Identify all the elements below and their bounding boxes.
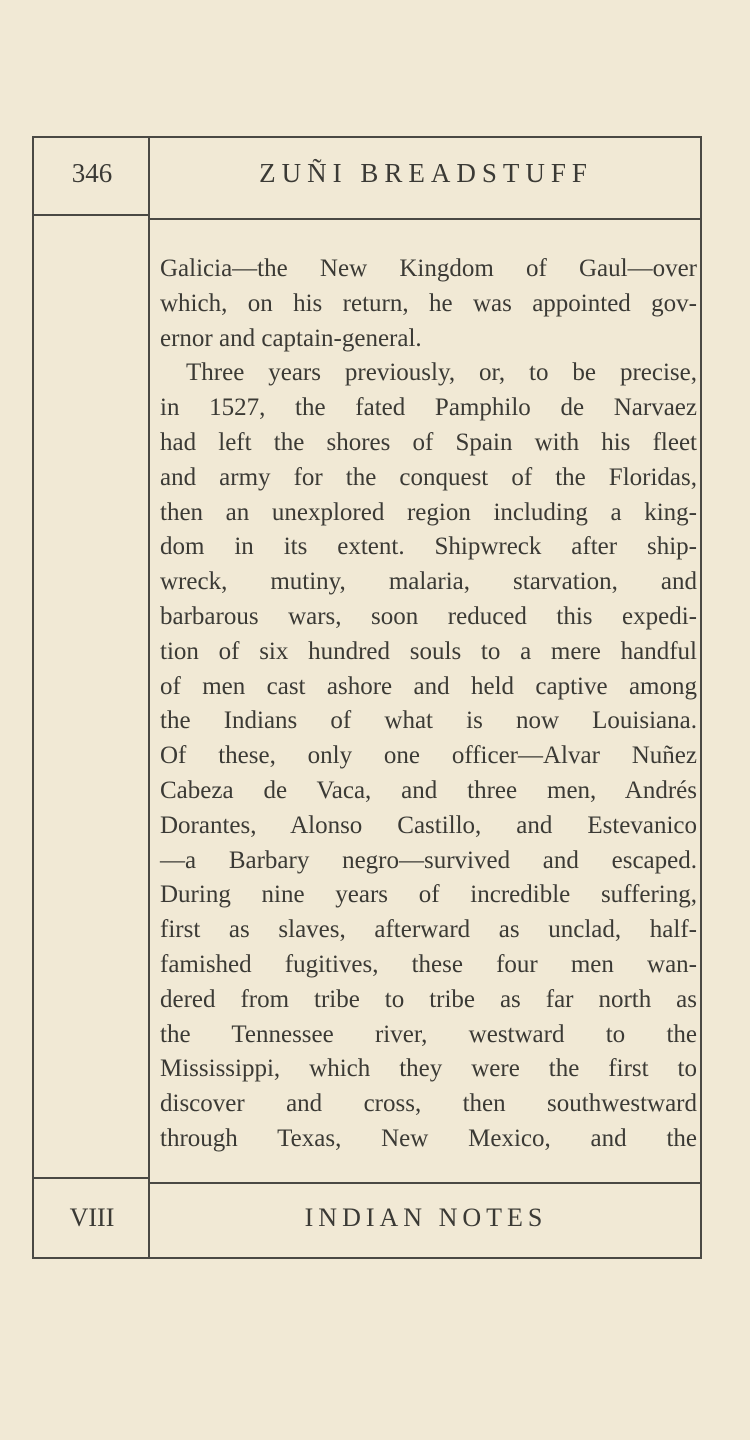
page-number: 346 <box>71 158 113 188</box>
section-number: VIII <box>69 1203 115 1232</box>
text-line: then an unexplored region including a king- <box>160 498 697 526</box>
running-title: ZUÑI BREADSTUFF <box>259 158 593 188</box>
text-line: in 1527, the fated Pamphilo de Narvaez <box>160 394 697 422</box>
text-line: famished fugitives, these four men wan- <box>160 950 697 978</box>
header-rule-right <box>150 218 702 220</box>
column-divider <box>148 136 150 1259</box>
body-text <box>160 252 697 1157</box>
text-line: ernor and captain-general. <box>160 324 422 352</box>
text-line: dered from tribe to tribe as far north as <box>160 985 697 1013</box>
series-title: INDIAN NOTES <box>304 1203 548 1232</box>
text-line: the Indians of what is now Louisiana. <box>160 707 697 735</box>
text-line: dom in its extent. Shipwreck after ship- <box>160 533 697 561</box>
text-line: barbarous wars, soon reduced this expedi- <box>160 602 697 630</box>
header-rule-left <box>32 214 150 216</box>
text-line: through Texas, New Mexico, and the <box>160 1124 697 1152</box>
text-line: wreck, mutiny, malaria, starvation, and <box>160 568 697 596</box>
text-line: Mississippi, which they were the first to <box>160 1055 697 1083</box>
footer-rule-left <box>32 1177 150 1179</box>
text-line: of men cast ashore and held captive among <box>160 672 697 700</box>
text-line: Galicia—the New Kingdom of Gaul—over <box>160 255 697 282</box>
text-line: discover and cross, then southwestward <box>160 1090 697 1118</box>
footer-rule-right <box>150 1182 702 1184</box>
text-line: had left the shores of Spain with his fleet <box>160 428 697 456</box>
text-line: and army for the conquest of the Floridas, <box>160 463 697 491</box>
text-line: first as slaves, afterward as unclad, half- <box>160 916 697 944</box>
text-line: Three years previously, or, to be precise, <box>186 359 697 387</box>
text-line: —a Barbary negro—survived and escaped. <box>160 846 697 874</box>
text-line: Cabeza de Vaca, and three men, Andrés <box>160 776 697 804</box>
text-line: Of these, only one officer—Alvar Nuñez <box>160 742 697 770</box>
text-line: which, on his return, he was appointed gov- <box>160 289 697 317</box>
text-line: tion of six hundred souls to a mere handful <box>160 637 697 665</box>
text-line: Dorantes, Alonso Castillo, and Estevanico <box>160 811 697 839</box>
text-line: the Tennessee river, westward to the <box>160 1020 697 1048</box>
text-line: During nine years of incredible suffering, <box>160 881 697 909</box>
